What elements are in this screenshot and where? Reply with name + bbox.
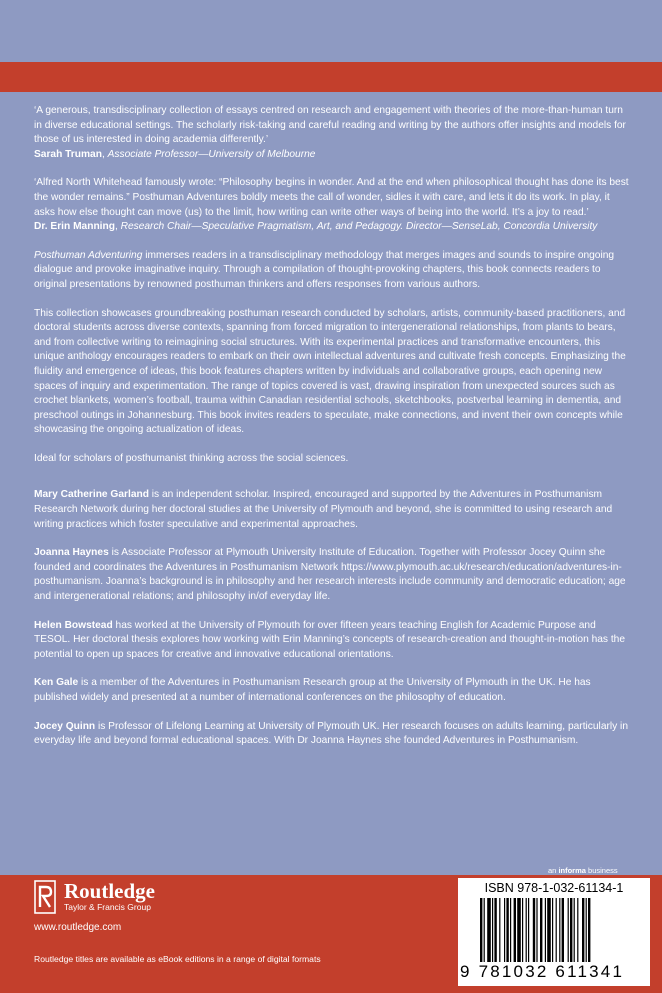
bio-text: has worked at the University of Plymouth for over fifteen years teaching English for Academic Purpose and TESOL. Her doctoral thesis explores how working with Erin Manning’s concepts of research-creation and thought-in-motion has the potential to open up spaces for creative and innovative educational orientations. (34, 619, 625, 660)
barcode-number: 9 781032 611341 (460, 962, 625, 981)
routledge-logo-icon (34, 880, 56, 914)
back-cover-text (34, 104, 630, 749)
barcode-icon (480, 898, 630, 962)
publisher-url: www.routledge.com (34, 922, 122, 933)
endorsement-1-quote: ‘A generous, transdisciplinary collection of essays centred on research and engagement with theories of the more-than-human turn in diverse educational settings. The scholarly risk-taking and careful reading and writing by the authors offer insights and models for those of us interested in doing academia differently.’ (34, 105, 626, 146)
description-intro (34, 249, 630, 293)
endorsement-1-name: Sarah Truman (34, 148, 102, 160)
bio-text: is an independent scholar. Inspired, encouraged and supported by the Adventures in Posthumanism Research Network during her doctoral studies at the University of Plymouth and beyond, she is committed to using research and writing practices which foster speculative and experimental approaches. (34, 489, 613, 530)
ebook-note: Routledge titles are available as eBook editions in a range of digital formats (34, 954, 321, 964)
top-color-band (0, 62, 662, 92)
bio-name: Helen Bowstead (34, 619, 113, 631)
endorsement-2-attribution: Dr. Erin Manning, Research Chair—Speculative Pragmatism, Art, and Pedagogy. Director—SenseLab, Concordia University (34, 221, 598, 233)
endorsement-2-affiliation: Research Chair—Speculative Pragmatism, Art, and Pedagogy. Director—SenseLab, Concordia University (120, 221, 598, 233)
informa-business-label: an informa business (548, 866, 618, 875)
publisher-group: Taylor & Francis Group (64, 902, 151, 912)
endorsement-1-attribution: Sarah Truman, Associate Professor—University of Melbourne (34, 148, 316, 160)
bio-gale (34, 676, 630, 705)
description-audience: Ideal for scholars of posthumanist thinking across the social sciences. (34, 452, 349, 464)
endorsement-2-quote: ‘Alfred North Whitehead famously wrote: “Philosophy begins in wonder. And at the end when philosophical thought has done its best the wonder remains.” Posthuman Adventures boldly meets the call of wonder, sidles it with care, and lets it do its work. In play, it asks how else thought can move (us) to the limit, how writing can write other ways of being into the world. It’s a joy to read.’ (34, 177, 629, 218)
bio-garland (34, 488, 630, 532)
bio-bowstead (34, 619, 630, 663)
isbn-label: ISBN 978-1-032-61134-1 (484, 881, 624, 895)
bio-name: Ken Gale (34, 677, 79, 689)
endorsement-1-affiliation: Associate Professor—University of Melbourne (107, 148, 316, 160)
bio-text: is Associate Professor at Plymouth University Institute of Education. Together with Professor Jocey Quinn she founded and coordinates the Adventures in Posthumanism Network https://www.plymouth.ac.uk/research/education/adventures-in-posthumanism. Joanna’s background is in philosophy and her research interests include community and democratic education; age and intergenerational relations; and philosophy in/of everyday life. (34, 547, 626, 603)
bio-text: is a member of the Adventures in Posthumanism Research group at the University of Plymouth in the UK. He has published widely and presented at a number of international conferences on the philosophy of education. (34, 677, 591, 703)
bio-quinn (34, 720, 630, 749)
bio-haynes (34, 546, 630, 604)
isbn-barcode (458, 878, 650, 986)
publisher-name: Routledge (64, 879, 155, 903)
description-collection: This collection showcases groundbreaking posthuman research conducted by scholars, artists, community-based practitioners, and doctoral students across diverse contexts, spanning from forced migration to intergenerational relationships, from plants to bears, and from collective writing to reimagining social structures. With its experimental practices and transformative encounters, this unique anthology encourages readers to embark on their own intellectual adventures and cultivate fresh concepts. Emphasizing the fluidity and emergence of ideas, this book features chapters written by individuals and collaborative groups, each opening new spaces of inquiry and experimentation. The range of topics covered is vast, drawing inspiration from unexpected sources such as crochet blankets, women’s football, trauma within Canadian residential schools, sketchbooks, postverbal learning in dementia, and preschool outings in Johannesburg. This book invites readers to speculate, make connections, and invent their own concepts while showcasing the ongoing actualization of ideas. (34, 307, 626, 436)
book-title-italic: Posthuman Adventuring (34, 249, 143, 261)
bio-name: Jocey Quinn (34, 720, 96, 732)
endorsement-2-name: Dr. Erin Manning (34, 221, 115, 233)
bio-text: is Professor of Lifelong Learning at University of Plymouth UK. Her research focuses on adults learning, particularly in everyday life and beyond formal educational spaces. With Dr Joanna Haynes she founded Adventures in Posthumanism. (34, 720, 628, 747)
description-intro-text: immerses readers in a transdisciplinary methodology that merges images and sounds to inspire ongoing dialogue and provoke imaginative inquiry. Through a compilation of thought-provoking chapters, this book connects readers to original presentations by renowned posthuman thinkers and offers responses from various authors. (34, 249, 615, 290)
bio-name: Mary Catherine Garland (34, 489, 149, 501)
bio-name: Joanna Haynes (34, 547, 109, 559)
